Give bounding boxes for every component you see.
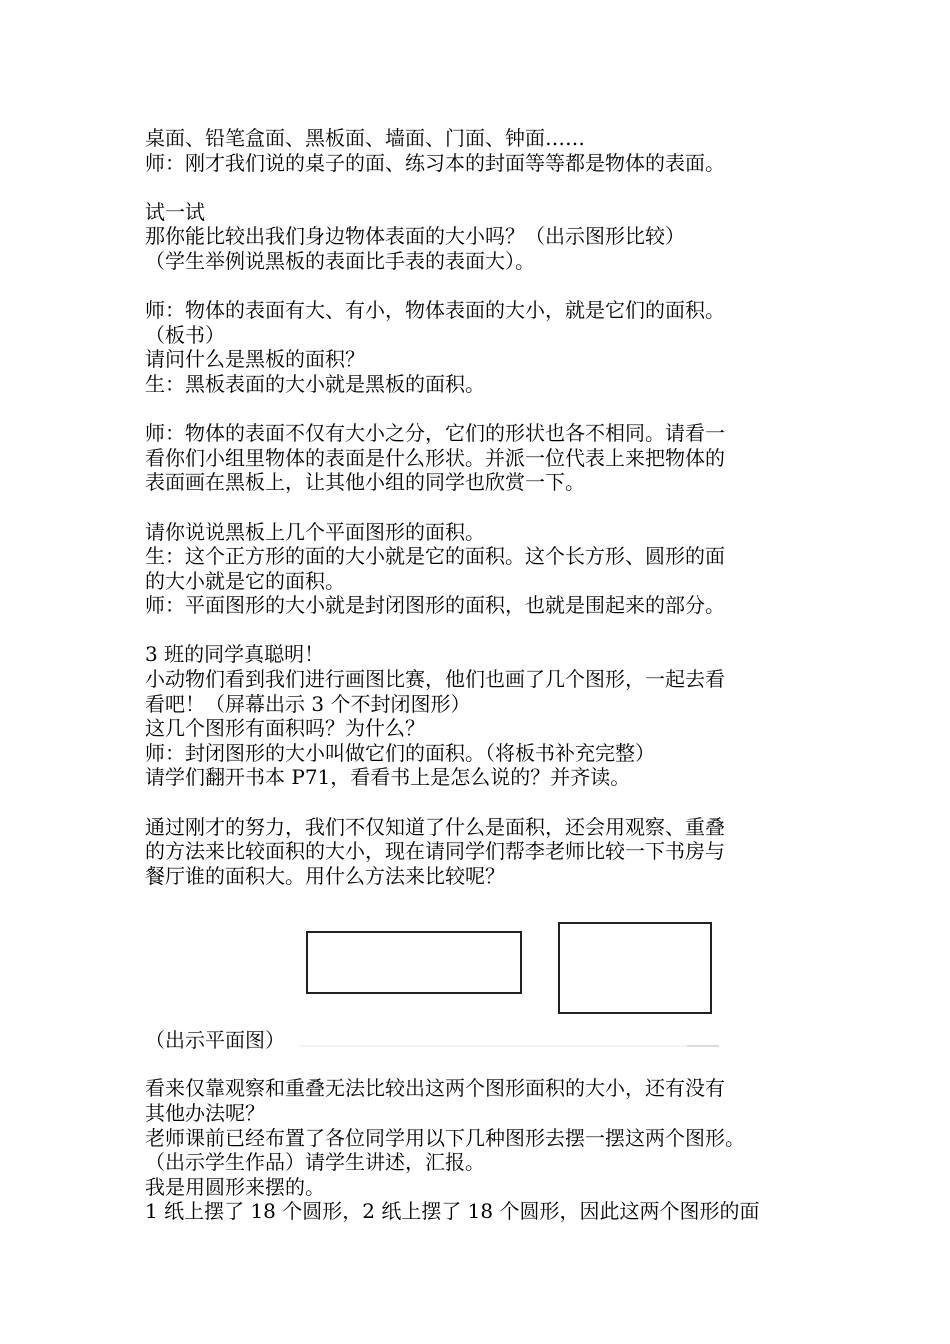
text-line: 师：封闭图形的大小叫做它们的面积。（将板书补充完整） <box>145 740 655 765</box>
document-body-top <box>145 126 810 888</box>
paragraph <box>145 298 810 396</box>
floor-plan-drawing <box>295 916 725 1066</box>
text-line: 3 班的同学真聪明！ <box>145 642 325 667</box>
figure-caption: （出示平面图） <box>145 1028 285 1053</box>
paragraph <box>145 642 810 790</box>
text-line: 老师课前已经布置了各位同学用以下几种图形去摆一摆这两个图形。 <box>145 1125 745 1150</box>
paragraph-gap <box>145 618 810 643</box>
text-line: （出示学生作品）请学生讲述，汇报。 <box>145 1150 485 1175</box>
text-line: 师：物体的表面不仅有大小之分，它们的形状也各不相同。请看一 <box>145 421 725 446</box>
text-line: （板书） <box>145 322 225 347</box>
text-line: 生：这个正方形的面的大小就是它的面积。这个长方形、圆形的面 <box>145 544 725 569</box>
text-line: 生：黑板表面的大小就是黑板的面积。 <box>145 371 485 396</box>
paragraph <box>145 520 810 618</box>
text-line: 请学们翻开书本 P71，看看书上是怎么说的？并齐读。 <box>145 765 631 790</box>
paragraph-gap <box>145 175 810 200</box>
text-line: 师：物体的表面有大、有小，物体表面的大小，就是它们的面积。 <box>145 298 725 323</box>
text-line: 师：刚才我们说的桌子的面、练习本的封面等等都是物体的表面。 <box>145 150 725 175</box>
paragraph <box>145 200 810 274</box>
paragraph-gap <box>145 495 810 520</box>
text-line: 其他办法呢？ <box>145 1101 265 1125</box>
paragraph-gap <box>145 397 810 422</box>
floor-plan-figure <box>145 916 810 1066</box>
text-line: 那你能比较出我们身边物体表面的大小吗？（出示图形比较） <box>145 224 685 249</box>
text-line: 的大小就是它的面积。 <box>145 568 345 593</box>
text-line: 我是用圆形来摆的。 <box>145 1174 325 1199</box>
text-line: 请问什么是黑板的面积？ <box>145 347 365 372</box>
paragraph <box>145 421 810 495</box>
text-line: 小动物们看到我们进行画图比赛，他们也画了几个图形，一起去看 <box>145 667 725 692</box>
paragraph-gap <box>145 274 810 299</box>
text-line: 的方法来比较面积的大小，现在请同学们帮李老师比较一下书房与 <box>145 839 725 864</box>
dining-room-rectangle <box>559 923 711 1013</box>
text-line: 看你们小组里物体的表面是什么形状。并派一位代表上来把物体的 <box>145 445 725 470</box>
study-room-rectangle <box>307 932 521 993</box>
text-line: 通过刚才的努力，我们不仅知道了什么是面积，还会用观察、重叠 <box>145 814 725 839</box>
text-line: （学生举例说黑板的表面比手表的表面大）。 <box>145 248 535 273</box>
text-line: 1 纸上摆了 18 个圆形，2 纸上摆了 18 个圆形，因此这两个图形的面 <box>145 1199 760 1224</box>
document-page <box>145 126 810 1224</box>
paragraph <box>145 126 810 175</box>
text-line: 看来仅靠观察和重叠无法比较出这两个图形面积的大小，还有没有 <box>145 1076 725 1101</box>
paragraph <box>145 815 810 889</box>
text-line: 餐厅谁的面积大。用什么方法来比较呢？ <box>145 863 505 888</box>
paragraph-gap <box>145 790 810 815</box>
paragraph <box>145 1076 810 1224</box>
text-line: 试一试 <box>145 199 205 224</box>
document-body-bottom <box>145 1076 810 1224</box>
text-line: 表面画在黑板上，让其他小组的同学也欣赏一下。 <box>145 470 585 495</box>
text-line: 桌面、铅笔盒面、黑板面、墙面、门面、钟面…… <box>145 126 585 150</box>
text-line: 这几个图形有面积吗？为什么？ <box>145 716 425 741</box>
text-line: 看吧！（屏幕出示 3 个不封闭图形） <box>145 691 471 716</box>
text-line: 师：平面图形的大小就是封闭图形的面积，也就是围起来的部分。 <box>145 593 725 618</box>
text-line: 请你说说黑板上几个平面图形的面积。 <box>145 519 485 544</box>
